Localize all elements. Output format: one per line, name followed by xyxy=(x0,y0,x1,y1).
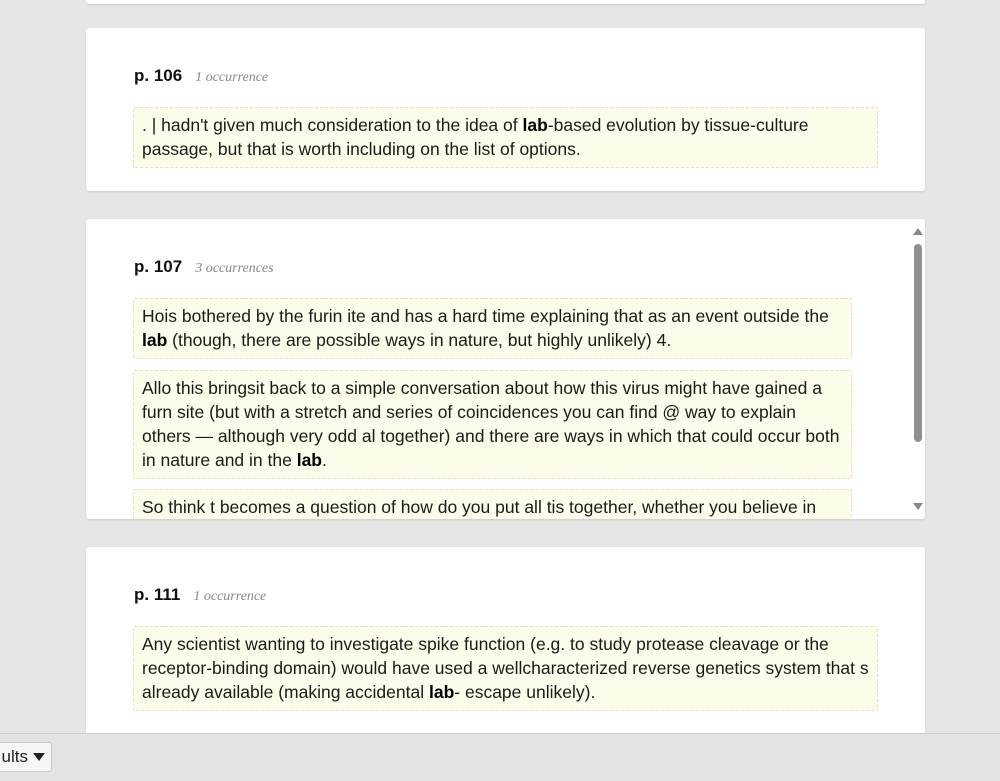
result-header xyxy=(134,257,274,277)
result-header xyxy=(134,66,268,86)
result-snippet[interactable]: Hois bothered by the furin ite and has a hard time explaining that as an event outside the lab (though, there are possible ways in nature, but highly unlikely) 4. xyxy=(133,298,852,359)
highlighted-term: lab xyxy=(142,330,168,350)
scroll-up-arrow-icon[interactable] xyxy=(913,228,923,235)
result-card-p111 xyxy=(86,547,925,747)
occurrence-count: 3 occurrences xyxy=(195,261,274,276)
result-header xyxy=(134,585,266,605)
page-number-link[interactable]: p. 106 xyxy=(134,66,183,85)
highlighted-term: lab xyxy=(296,450,322,470)
result-snippet[interactable]: So think t becomes a question of how do you put all tis together, whether you believe in xyxy=(133,489,852,519)
page-number-link[interactable]: p. 111 xyxy=(134,585,181,604)
result-snippet[interactable]: . | hadn't given much consideration to the idea of lab-based evolution by tissue-culture passage, but that is worth including on the list of options. xyxy=(133,107,878,168)
result-card-p107 xyxy=(86,219,925,519)
results-button-label: ults xyxy=(1,747,28,766)
result-snippet[interactable]: Any scientist wanting to investigate spike function (e.g. to study protease cleavage or the receptor-binding domain) would have used a wellcharacterized reverse genetics system that s already available (making accidental lab- escape unlikely). xyxy=(133,626,878,711)
bottom-toolbar xyxy=(0,733,1000,781)
results-dropdown-button[interactable] xyxy=(0,742,52,772)
result-card-p106 xyxy=(86,28,925,191)
page-number-link[interactable]: p. 107 xyxy=(134,257,183,276)
highlighted-term: lab xyxy=(522,115,548,135)
card-scrollbar[interactable] xyxy=(909,219,925,519)
result-snippet[interactable]: Allo this bringsit back to a simple conversation about how this virus might have gained a furn site (but with a stretch and series of coincidences you can find @ way to explain others — although very odd al together) and there are ways in which that could occur both in nature and in the lab. xyxy=(133,370,852,479)
previous-result-card xyxy=(86,0,925,4)
occurrence-count: 1 occurrence xyxy=(195,70,269,85)
scroll-thumb[interactable] xyxy=(914,244,922,442)
occurrence-count: 1 occurrence xyxy=(193,589,267,604)
highlighted-term: lab xyxy=(428,682,455,702)
scroll-down-arrow-icon[interactable] xyxy=(913,503,923,510)
caret-down-icon xyxy=(33,753,45,761)
